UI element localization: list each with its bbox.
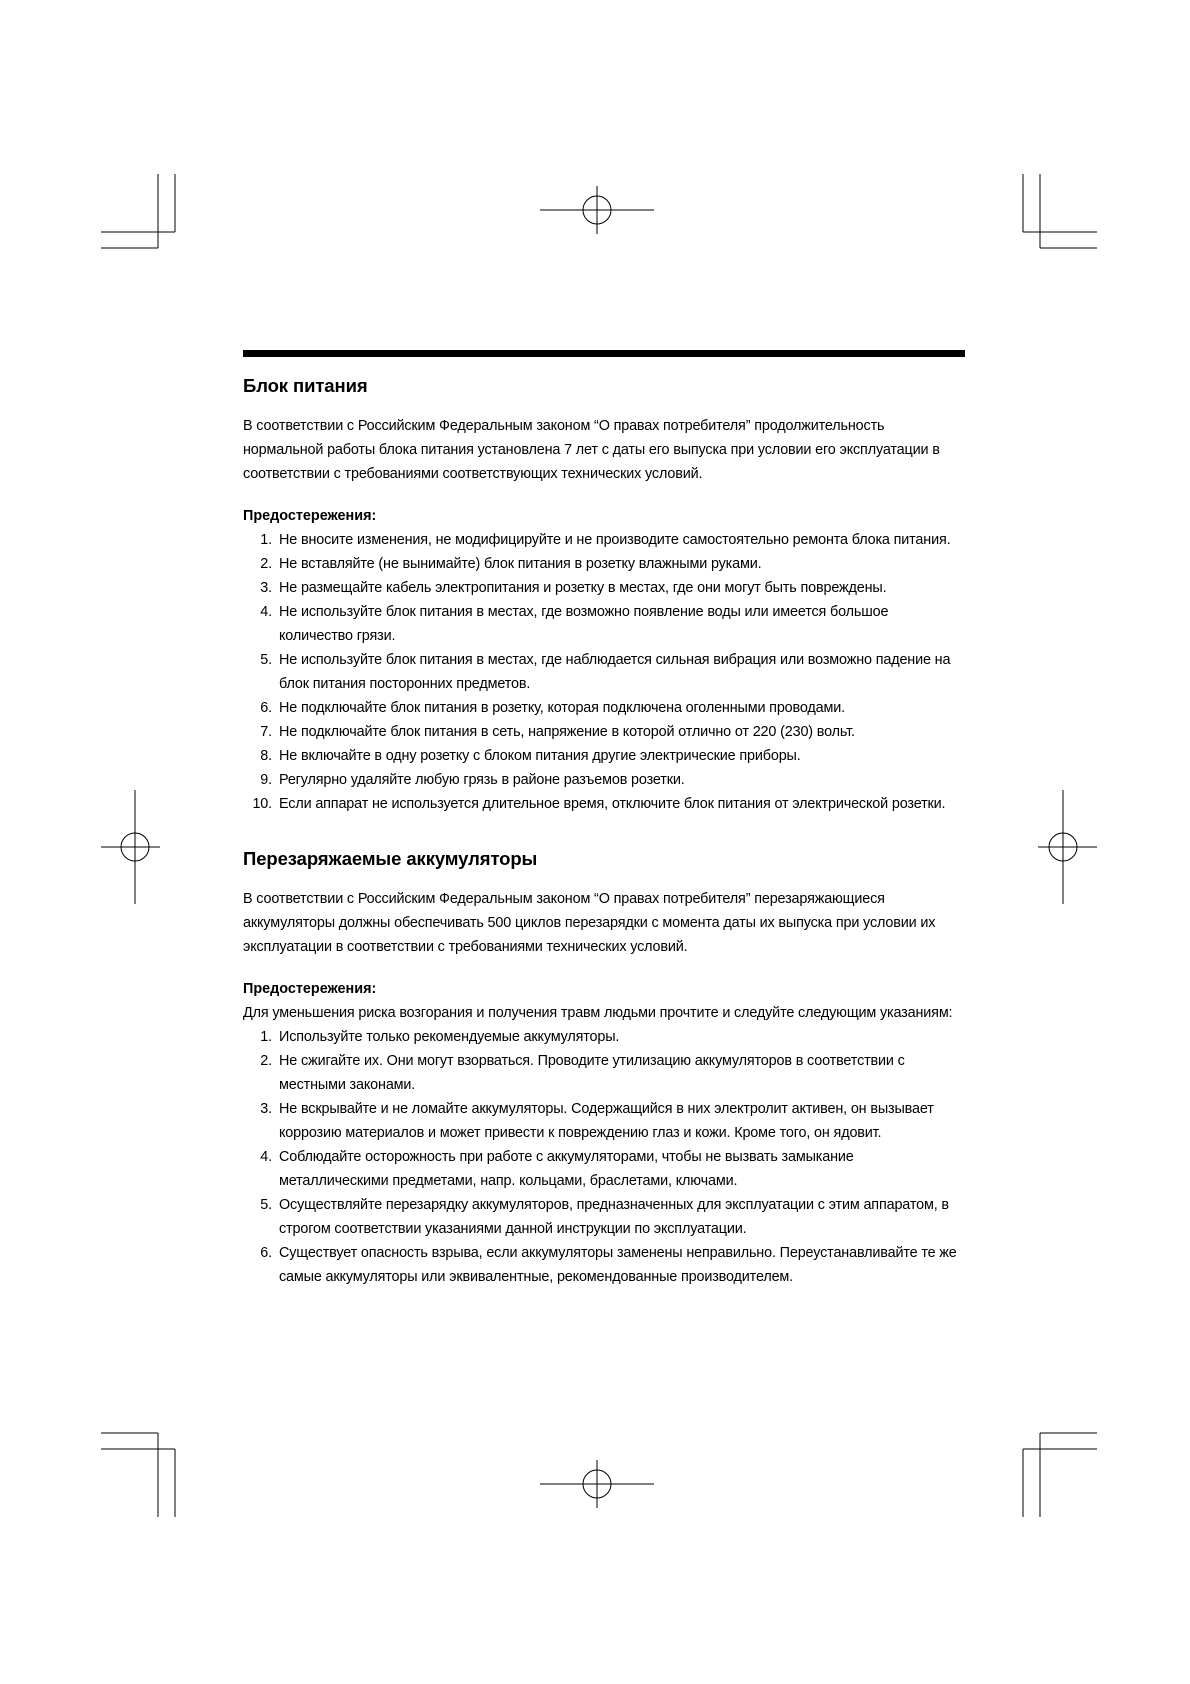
- section-title: Блок питания: [243, 375, 368, 396]
- list-item: 10. Если аппарат не используется длительное время, отключите блок питания от электрической розетки.: [252, 796, 946, 812]
- registration-mark-left: [101, 790, 160, 904]
- list-item: 3. Не вскрывайте и не ломайте аккумуляторы. Содержащийся в них электролит активен, он вызывает коррозию материалов и может привести к повреждению глаз и кожи. Кроме того, он ядовит.: [260, 1101, 934, 1141]
- section-paragraph: В соответствии с Российским Федеральным законом “О правах потребителя” продолжительность нормальной работы блока питания установлена 7 лет с даты его выпуска при условии его эксплуатации в соответствии с требованиями соответствующих технических условий.: [243, 418, 940, 482]
- list-item: 2. Не сжигайте их. Они могут взорваться. Проводите утилизацию аккумуляторов в соответствии с местными законами.: [260, 1053, 905, 1093]
- caution-list: [243, 528, 965, 816]
- caution-list: [243, 1025, 965, 1289]
- crop-mark-top-left: [101, 174, 175, 248]
- caution-intro: Для уменьшения риска возгорания и получения травм людьми прочтите и следуйте следующим указаниям:: [243, 1005, 953, 1021]
- list-item: 3. Не размещайте кабель электропитания и розетку в местах, где они могут быть повреждены.: [260, 580, 887, 596]
- section-power-supply: [243, 375, 965, 816]
- list-item: 5. Осуществляйте перезарядку аккумуляторов, предназначенных для эксплуатации с этим аппаратом, в строгом соответствии указаниями данной инструкции по эксплуатации.: [260, 1197, 949, 1237]
- crop-mark-bottom-left: [101, 1433, 175, 1517]
- list-item: 6. Существует опасность взрыва, если аккумуляторы заменены неправильно. Переустанавливайте те же самые аккумуляторы или эквивалентные, рекомендованные производителем.: [260, 1245, 957, 1285]
- section-title: Перезаряжаемые аккумуляторы: [243, 848, 538, 869]
- list-item: 4. Соблюдайте осторожность при работе с аккумуляторами, чтобы не вызвать замыкание металлическими предметами, напр. кольцами, браслетами, ключами.: [260, 1149, 854, 1189]
- list-item: 8. Не включайте в одну розетку с блоком питания другие электрические приборы.: [260, 748, 801, 764]
- list-item: 7. Не подключайте блок питания в сеть, напряжение в которой отлично от 220 (230) вольт.: [260, 724, 855, 740]
- section-rechargeable-batteries: [243, 848, 965, 1289]
- section-paragraph: В соответствии с Российским Федеральным законом “О правах потребителя” перезаряжающиеся аккумуляторы должны обеспечивать 500 циклов перезарядки с момента даты их выпуска при условии их эксплуатации в соответствии с требованиями технических условий.: [243, 891, 936, 955]
- caution-heading: Предостережения:: [243, 981, 377, 997]
- registration-mark-bottom: [540, 1460, 654, 1508]
- top-rule: [243, 350, 965, 357]
- caution-heading: Предостережения:: [243, 508, 377, 524]
- list-item: 4. Не используйте блок питания в местах, где возможно появление воды или имеется большое количество грязи.: [260, 604, 889, 644]
- registration-mark-top: [540, 186, 654, 234]
- list-item: 1. Используйте только рекомендуемые аккумуляторы.: [260, 1029, 620, 1045]
- registration-mark-right: [1038, 790, 1097, 904]
- list-item: 5. Не используйте блок питания в местах, где наблюдается сильная вибрация или возможно падение на блок питания посторонних предметов.: [260, 652, 951, 692]
- list-item: 2. Не вставляйте (не вынимайте) блок питания в розетку влажными руками.: [260, 556, 762, 572]
- crop-mark-bottom-right: [1023, 1433, 1097, 1517]
- list-item: 1. Не вносите изменения, не модифицируйте и не производите самостоятельно ремонта блока питания.: [260, 532, 951, 548]
- crop-mark-top-right: [1023, 174, 1097, 248]
- list-item: 9. Регулярно удаляйте любую грязь в районе разъемов розетки.: [260, 772, 685, 788]
- list-item: 6. Не подключайте блок питания в розетку, которая подключена оголенными проводами.: [260, 700, 845, 716]
